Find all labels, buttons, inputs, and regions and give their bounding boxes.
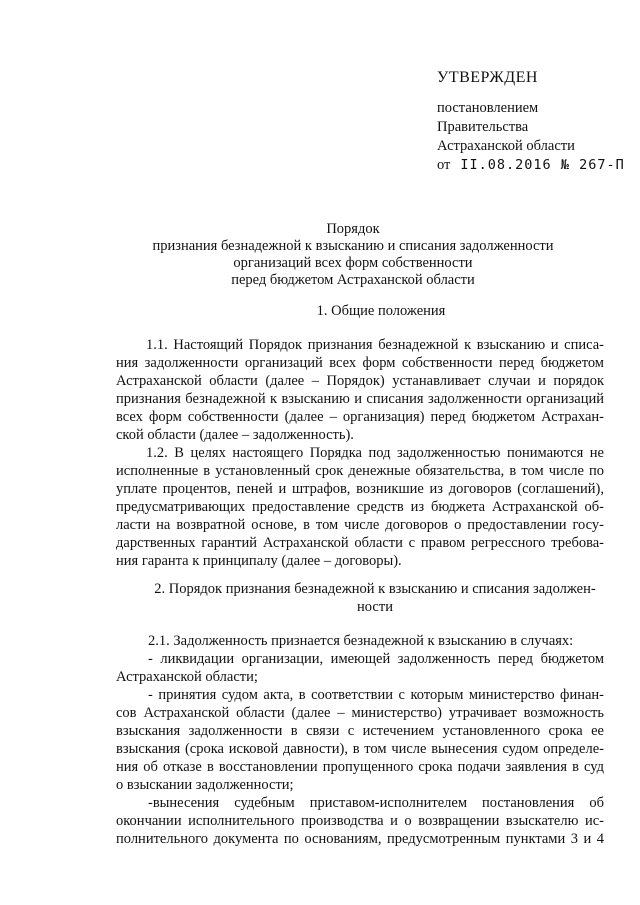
paragraph-line: 1.1. Настоящий Порядок признания безнадежной к взысканию и списа-	[146, 337, 604, 353]
paragraph-line: окончании исполнительного производства и о возвращении взыскателю ис-	[116, 813, 604, 829]
document-title	[0, 221, 640, 289]
paragraph-line: 2.1. Задолженность признается безнадежной к взысканию в случаях:	[148, 633, 574, 649]
approval-line-2: Правительства	[437, 119, 529, 135]
paragraph-line: полнительного документа по основаниям, предусмотренным пунктами 3 и 4	[116, 831, 604, 847]
paragraph-line: Астраханской области (далее – Порядок) устанавливает случаи и порядок	[116, 373, 604, 389]
paragraph-line: взыскания (срока исковой давности), в том числе вынесения судом определе-	[116, 741, 604, 757]
approval-date-stamp: II.08.2016 № 267-П	[460, 157, 625, 173]
paragraph-line: предусматривающих предоставление средств из бюджета Астраханской об-	[116, 499, 604, 515]
paragraph-line: ния задолженности организаций всех форм собственности перед бюджетом	[116, 355, 604, 371]
document-title-line-4: перед бюджетом Астраханской области	[231, 272, 475, 288]
approval-block	[437, 68, 625, 175]
document-title-line-2: признания безнадежной к взысканию и списания задолженности	[152, 238, 554, 254]
paragraph-line: Астраханской области;	[116, 669, 258, 685]
section-1-heading: 1. Общие положения	[316, 303, 446, 319]
approval-line-1: постановлением	[437, 100, 539, 116]
paragraph-line: ласти на возвратной основе, в том числе договоров о предоставлении госу-	[116, 517, 604, 533]
approval-date-prefix: от	[437, 157, 451, 173]
paragraph-line: -вынесения судебным приставом-исполнителем постановления об	[148, 795, 604, 811]
paragraph-line: уплате процентов, пеней и штрафов, возникшие из договоров (соглашений),	[116, 481, 604, 497]
paragraph-line: о взыскании задолженности;	[116, 777, 294, 793]
document-title-line-3: организаций всех форм собственности	[233, 255, 473, 271]
section-1-body	[116, 336, 604, 570]
paragraph-line: ской области (далее – задолженность).	[116, 427, 354, 443]
paragraph-line: - принятия судом акта, в соответствии с которым министерство финан-	[148, 687, 604, 703]
approval-title: УТВЕРЖДЕН	[437, 69, 538, 86]
paragraph-line: ния гаранта к принципалу (далее – договоры).	[116, 553, 402, 569]
document-title-line-1: Порядок	[326, 221, 380, 237]
paragraph-line: признания безнадежной к взысканию и списания задолженности организаций	[116, 391, 604, 407]
section-2-heading-line-1: 2. Порядок признания безнадежной к взысканию и списания задолжен-	[154, 581, 596, 597]
section-2-body	[116, 632, 604, 848]
paragraph-line: ния об отказе в восстановлении пропущенного срока подачи заявления в суд	[116, 759, 604, 775]
section-2-heading	[150, 580, 600, 616]
paragraph-line: - ликвидации организации, имеющей задолженность перед бюджетом	[148, 651, 604, 667]
approval-date-line	[437, 156, 625, 175]
approval-line-3: Астраханской области	[437, 138, 575, 154]
paragraph-line: сов Астраханской области (далее – министерство) утрачивает возможность	[116, 705, 604, 721]
paragraph-line: исполненные в установленный срок денежные обязательства, в том числе по	[116, 463, 604, 479]
paragraph-line: взыскания задолженности в связи с истечением установленного срока ее	[116, 723, 604, 739]
paragraph-line: дарственных гарантий Астраханской области с правом регрессного требова-	[116, 535, 604, 551]
paragraph-line: всех форм собственности (далее – организация) перед бюджетом Астрахан-	[116, 409, 604, 425]
section-2-heading-line-2: ности	[357, 599, 393, 615]
paragraph-line: 1.2. В целях настоящего Порядка под задолженностью понимаются не	[146, 445, 604, 461]
